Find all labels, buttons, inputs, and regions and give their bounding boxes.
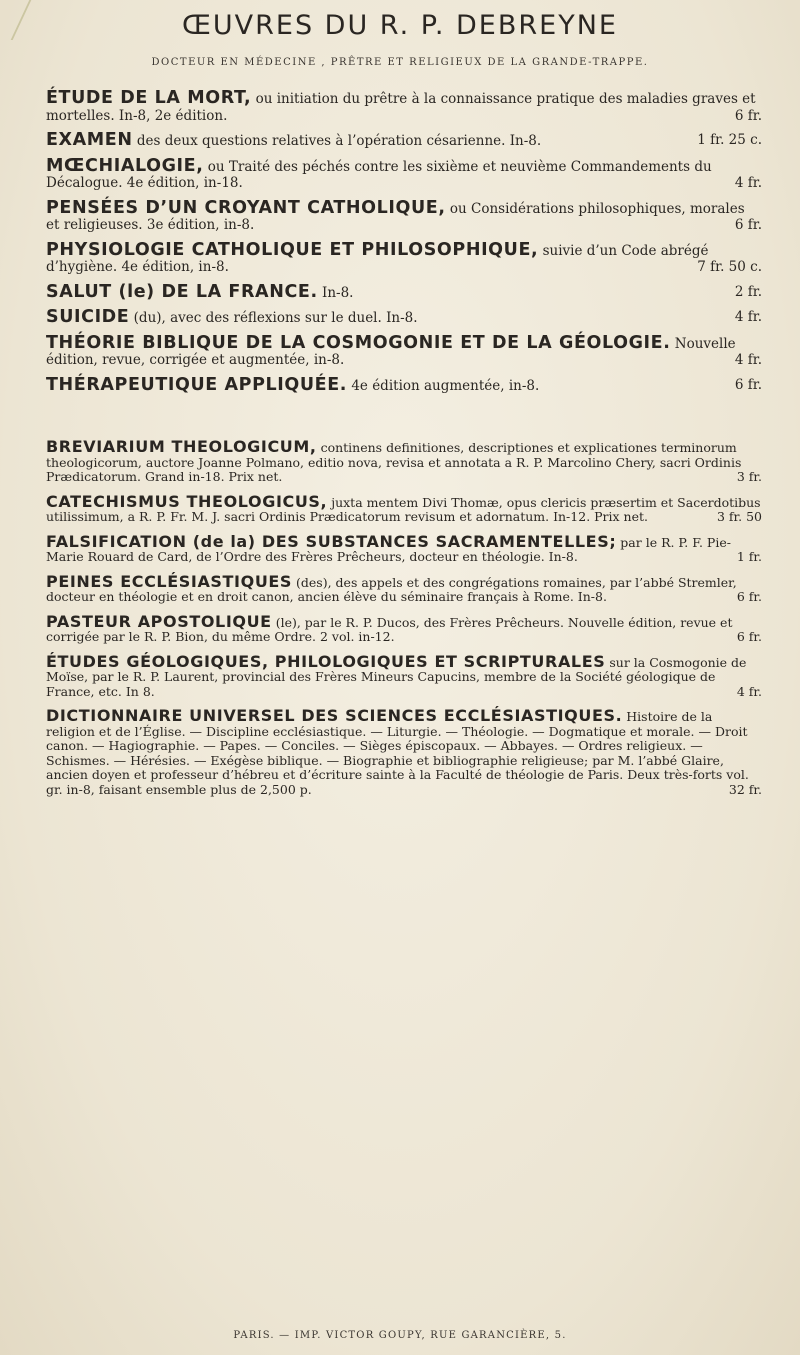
entry-price: 3 fr. xyxy=(736,469,762,484)
entry-title: EXAMEN xyxy=(46,130,133,150)
catalogue-entry xyxy=(46,155,762,192)
entry-description: Nouvelle édition, revue, corrigée et augmentée, in-8. xyxy=(46,335,736,368)
entry-title: SALUT (le) DE LA FRANCE. xyxy=(46,281,318,302)
entry-description: sur la Cosmogonie de Moïse, par le R. P. Laurent, provincial des Frères Mineurs Capucins, membre de la Société géologique de France, etc. In 8. xyxy=(46,654,747,699)
catalogue-entry xyxy=(46,611,762,645)
entry-title: ÉTUDES GÉOLOGIQUES, PHILOLOGIQUES ET SCRIPTURALES xyxy=(46,651,606,671)
entry-price: 3 fr. 50 xyxy=(716,509,762,524)
entry-price: 2 fr. xyxy=(734,283,762,300)
entry-price: 6 fr. xyxy=(734,376,762,393)
catalogue-entry xyxy=(46,571,762,605)
catalogue-list xyxy=(46,437,762,807)
entry-title: ÉTUDE DE LA MORT, xyxy=(46,88,252,108)
entry-description: 4e édition augmentée, in-8. xyxy=(347,377,540,394)
entry-description: In-8. xyxy=(317,284,354,301)
page-title: ŒUVRES DU R. P. DEBREYNE xyxy=(182,10,618,41)
entry-description: (le), par le R. P. Ducos, des Frères Prêcheurs. Nouvelle édition, revue et corrigée par le R. P. Bion, du même Ordre. 2 vol. in-12. xyxy=(46,614,733,644)
entry-title: PEINES ECCLÉSIASTIQUES xyxy=(46,571,293,591)
entry-title: THÉORIE BIBLIQUE DE LA COSMOGONIE ET DE LA GÉOLOGIE. xyxy=(46,332,671,353)
entry-title: PHYSIOLOGIE CATHOLIQUE ET PHILOSOPHIQUE, xyxy=(46,239,539,260)
entry-description: Histoire de la religion et de l’Église. — Discipline ecclésiastique. — Liturgie. — Théologie. — Dogmatique et morale. — Droit canon. — Hagiographie. — Papes. — Conciles. — Sièges épiscopaux. — Abbayes. — Ordres religieux. — Schismes. — Hérésies. — Exégèse biblique. — Biographie et bibliographie religieuse; par M. l’abbé Glaire, ancien doyen et professeur d’hébreu et d’écriture sainte à la Faculté de théologie de Paris. Deux très-forts vol. gr. in-8, faisant ensemble plus de 2,500 p. xyxy=(46,709,749,797)
entry-description: (des), des appels et des congrégations romaines, par l’abbé Stremler, docteur en théologie et en droit canon, ancien élève du séminaire français à Rome. In-8. xyxy=(46,574,737,604)
entry-price: 7 fr. 50 c. xyxy=(697,259,762,275)
entry-price: 1 fr. xyxy=(736,549,762,564)
printer-imprint: PARIS. — IMP. VICTOR GOUPY, RUE GARANCIÈRE, 5. xyxy=(233,1330,567,1341)
author-subtitle: DOCTEUR EN MÉDECINE , PRÊTRE ET RELIGIEUX DE LA GRANDE-TRAPPE. xyxy=(151,57,649,68)
entry-price: 4 fr. xyxy=(734,352,762,368)
entry-description: suivie d’un Code abrégé d’hygiène. 4e édition, in-8. xyxy=(46,242,709,275)
entry-description: (du), avec des réflexions sur le duel. In-8. xyxy=(129,310,418,326)
catalogue-entry xyxy=(46,239,762,276)
entry-title: PENSÉES D’UN CROYANT CATHOLIQUE, xyxy=(46,197,446,218)
entry-description: ou Considérations philosophiques, morales et religieuses. 3e édition, in-8. xyxy=(46,200,745,233)
catalogue-entry xyxy=(46,90,762,124)
entry-title: DICTIONNAIRE UNIVERSEL DES SCIENCES ECCLÉSIASTIQUES. xyxy=(46,706,623,725)
entry-description: par le R. P. F. Pie-Marie Rouard de Card, de l’Ordre des Frères Prêcheurs, docteur en théologie. In-8. xyxy=(46,534,731,564)
entry-title: PASTEUR APOSTOLIQUE xyxy=(46,611,272,631)
entry-title: THÉRAPEUTIQUE APPLIQUÉE. xyxy=(46,374,348,395)
catalogue-entry xyxy=(46,132,762,150)
catalogue-entry xyxy=(46,531,762,565)
entry-price: 4 fr. xyxy=(734,309,762,325)
catalogue-entry xyxy=(46,374,762,395)
entry-title: MŒCHIALOGIE, xyxy=(46,155,204,176)
catalogue-entry xyxy=(46,332,762,369)
entry-price: 6 fr. xyxy=(734,217,762,233)
catalogue-entry xyxy=(46,281,762,302)
catalogue-entry xyxy=(46,437,762,485)
works-list xyxy=(46,90,762,402)
entry-price: 1 fr. 25 c. xyxy=(697,132,762,148)
entry-price: 4 fr. xyxy=(736,683,762,699)
catalogue-entry xyxy=(46,309,762,327)
entry-description: ou initiation du prêtre à la connaissance pratique des maladies graves et mortelles. In-8, 2e édition. xyxy=(46,91,756,124)
entry-title: BREVIARIUM THEOLOGICUM, xyxy=(46,437,317,456)
entry-title: SUICIDE xyxy=(46,307,130,327)
catalogue-entry xyxy=(46,491,762,525)
entry-title: CATECHISMUS THEOLOGICUS, xyxy=(46,491,328,511)
entry-description: des deux questions relatives à l’opération césarienne. In-8. xyxy=(132,133,542,149)
entry-description: ou Traité des péchés contre les sixième et neuvième Commandements du Décalogue. 4e édition, in-18. xyxy=(46,158,712,191)
entry-price: 6 fr. xyxy=(736,589,762,604)
entry-title: FALSIFICATION (de la) DES SUBSTANCES SACRAMENTELLES; xyxy=(46,531,617,551)
entry-price: 6 fr. xyxy=(734,107,762,124)
entry-description: juxta mentem Divi Thomæ, opus clericis præsertim et Sacerdotibus utilissimum, a R. P. Fr. M. J. sacri Ordinis Prædicatorum revisum et adornatum. In-12. Prix net. xyxy=(46,494,761,524)
entry-price: 32 fr. xyxy=(728,781,762,797)
entry-price: 4 fr. xyxy=(734,175,762,191)
catalogue-entry xyxy=(46,706,762,797)
entry-description: continens definitiones, descriptiones et explicationes terminorum theologicorum, auctore Joanne Polmano, editio nova, revisa et annotata a R. P. Marcolino Chery, sacri Ordinis Prædicatorum. Grand in-18. Prix net. xyxy=(46,440,742,484)
entry-price: 6 fr. xyxy=(736,629,762,644)
catalogue-entry xyxy=(46,197,762,234)
catalogue-entry xyxy=(46,651,762,700)
